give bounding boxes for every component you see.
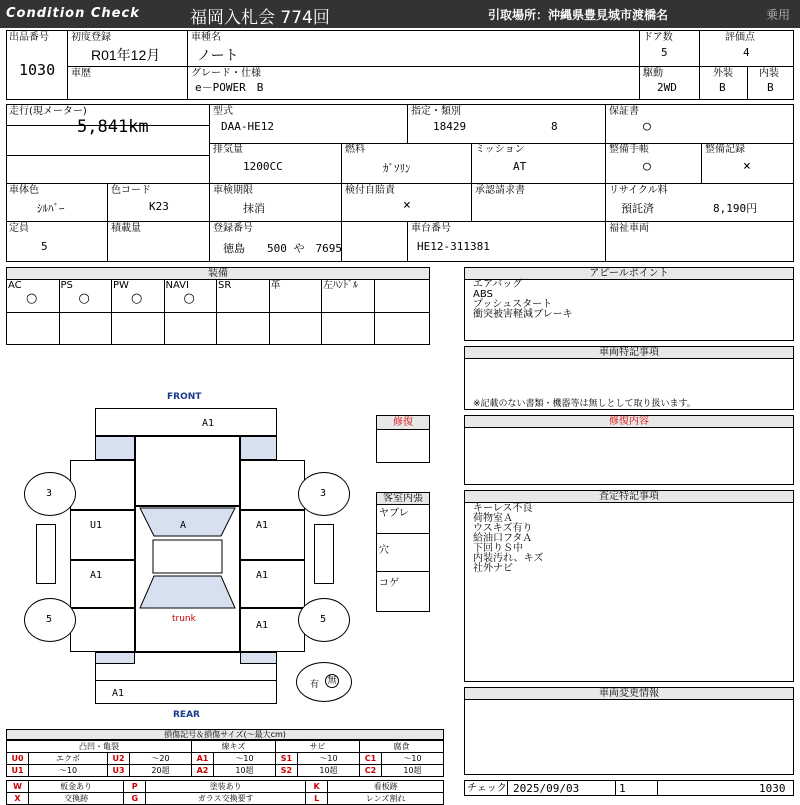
repair-title: 修復 (377, 416, 429, 430)
color-value: ｼﾙﾊﾞｰ (37, 202, 65, 215)
vehicle-info-box (6, 30, 794, 100)
rear-mark: A1 (112, 688, 125, 699)
cert-label: 指定・類別 (411, 106, 461, 117)
specs-box (6, 104, 794, 262)
equip-mark: ○ (131, 291, 143, 306)
right-taillight (240, 652, 277, 664)
chassis-value: HE12-311381 (417, 240, 490, 253)
ext-value: B (719, 81, 726, 94)
legend-cell: 20超 (130, 765, 192, 777)
legend-title: 損傷記号＆損傷サイズ(～最大cm) (6, 729, 444, 740)
footer-lot: 1030 (759, 782, 786, 795)
right-mirror (314, 524, 334, 584)
interior-tear: ヤブレ (379, 508, 409, 519)
regno-value: 徳島 500 や 7695 (223, 242, 342, 255)
trunk-label: trunk (172, 614, 196, 624)
interior-title: 客室内張 (377, 493, 429, 505)
right-rear-mark: A1 (256, 570, 269, 581)
legend-cell: 板金あり (29, 781, 124, 793)
chassis-label: 車台番号 (411, 223, 451, 234)
lot-number: 1030 (19, 61, 56, 79)
first-reg-value: R01年12月 (91, 47, 161, 63)
legend-cell: 10超 (213, 765, 275, 777)
legend-cell: S2 (275, 765, 297, 777)
legend-h4: 腐食 (359, 741, 443, 753)
legend-cell: A2 (191, 765, 213, 777)
repair-box (376, 415, 430, 463)
legend-h3: サビ (275, 741, 359, 753)
roof-mark: A (180, 520, 187, 531)
capacity-label: 定員 (9, 223, 29, 234)
left-rear-mark: A1 (90, 570, 103, 581)
manual-label: 整備手帳 (609, 144, 649, 155)
equip-label: 革 (270, 280, 281, 291)
legend-cell: C2 (359, 765, 381, 777)
legend-cell: エクボ (29, 753, 108, 765)
assessment-box (464, 490, 794, 682)
equip-mark: ○ (78, 291, 90, 306)
tire-rl-mark: 5 (46, 614, 53, 625)
record-label: 整備記録 (705, 144, 745, 155)
left-quarter (70, 608, 135, 652)
equip-col-3 (165, 280, 218, 344)
brand-title: Condition Check (6, 6, 140, 21)
color-code-value: K23 (149, 200, 169, 213)
insurance-label: 検付自賠責 (345, 185, 395, 196)
equip-mark: ○ (183, 291, 195, 306)
legend-cell: P (124, 781, 146, 793)
right-quarter (240, 608, 305, 652)
drive-label: 駆動 (643, 68, 663, 79)
cert-value: 18429 (433, 120, 467, 133)
rear-label: REAR (173, 710, 200, 720)
left-headlight (95, 436, 135, 460)
int-value: B (767, 81, 774, 94)
auction-title: 福岡入札会 774回 (190, 8, 330, 28)
legend-cell: レンズ割れ (328, 793, 444, 805)
equip-label: PW (113, 280, 129, 291)
color-label: 車体色 (9, 185, 39, 196)
right-quarter-mark: A1 (256, 620, 269, 631)
special-title: 車両特記事項 (465, 347, 793, 359)
inspect-value: 抹消 (243, 203, 265, 215)
left-front-door (70, 510, 135, 560)
legend-cell: 塗装あり (146, 781, 306, 793)
right-rear-door (240, 560, 305, 608)
legend-cell: G (124, 793, 146, 805)
type-label: 型式 (213, 106, 233, 117)
legend-table (6, 740, 444, 777)
equipment-box (6, 267, 430, 345)
legend-cell: L (306, 793, 328, 805)
mileage-value: 5,841km (77, 117, 149, 137)
legend-h1: 凸凹・亀裂 (7, 741, 192, 753)
right-front-door (240, 510, 305, 560)
int-label: 内装 (759, 68, 779, 79)
recycle-label: リサイクル料 (609, 185, 668, 196)
model-value: ノート (197, 48, 239, 64)
equip-col-5 (270, 280, 323, 344)
drive-value: 2WD (657, 81, 677, 94)
history-label: 車歴 (71, 68, 91, 79)
check-num: 1 (619, 782, 626, 795)
interior-box (376, 492, 430, 612)
legend-cell: K (306, 781, 328, 793)
welfare-label: 福祉車両 (609, 223, 649, 234)
legend-cell: ガラス交換要す (146, 793, 306, 805)
grade-label: グレード・仕様 (191, 68, 261, 79)
front-bumper (95, 408, 277, 436)
legend-cell: ～10 (381, 753, 443, 765)
front-mark: A1 (202, 418, 215, 429)
capacity-value: 5 (41, 240, 48, 253)
inspect-label: 車検期限 (213, 185, 253, 196)
legend-cell: U1 (7, 765, 29, 777)
equip-mark: ○ (26, 291, 38, 306)
spare-tire (296, 662, 352, 702)
fuel-value: ｶﾞｿﾘﾝ (383, 162, 411, 175)
equip-col-0 (7, 280, 60, 344)
left-front-fender (70, 460, 135, 510)
category-label: 乗用 (766, 8, 791, 22)
car-diagram (20, 390, 365, 720)
special-notes-box (464, 346, 794, 410)
repair-details-title: 修復内容 (465, 416, 793, 428)
repair-details-box (464, 415, 794, 485)
model-label: 車種名 (191, 32, 221, 43)
grade-value: e－POWER B (195, 81, 264, 94)
legend-cell: 10超 (297, 765, 359, 777)
legend-table-2 (6, 780, 444, 805)
legend-cell: 10超 (381, 765, 443, 777)
right-door-mark: A1 (256, 520, 269, 531)
u1-mark: U1 (90, 520, 103, 531)
right-front-fender (240, 460, 305, 510)
left-taillight (95, 652, 135, 664)
legend-cell: 看板跡 (328, 781, 444, 793)
legend-cell: U0 (7, 753, 29, 765)
legend-cell: ～10 (297, 753, 359, 765)
left-mirror (36, 524, 56, 584)
assessment-lines: キーレス不良 荷物室Ａ ウスキズ有り 給油口フタＡ 下回りＳ中 内装汚れ、キズ 社外ナビ (473, 503, 544, 574)
equip-col-4 (217, 280, 270, 344)
assessment-title: 査定特記事項 (465, 491, 793, 503)
hood (135, 436, 240, 506)
legend-cell: U3 (108, 765, 130, 777)
doors-value: 5 (661, 46, 668, 59)
mission-value: AT (513, 160, 527, 173)
mileage-label: 走行(現メーター) (9, 106, 87, 117)
legend-cell: C1 (359, 753, 381, 765)
warranty-label: 保証書 (609, 106, 639, 117)
equip-label: 左ﾊﾝﾄﾞﾙ (323, 280, 358, 291)
disp-value: 1200CC (243, 160, 283, 173)
left-rear-door (70, 560, 135, 608)
equip-label: SR (218, 280, 232, 291)
legend-cell: W (7, 781, 29, 793)
legend-cell: ～10 (213, 753, 275, 765)
legend-cell: A1 (191, 753, 213, 765)
score-value: 4 (743, 46, 750, 59)
pickup-location: 引取場所：沖縄県豊見城市渡橋名 (488, 8, 669, 22)
equipment-title: 装備 (7, 268, 429, 280)
fuel-label: 燃料 (345, 144, 365, 155)
interior-burn: コゲ (379, 578, 399, 589)
warranty-value: ○ (643, 119, 651, 134)
recycle-status: 預託済 (621, 203, 654, 215)
equip-label: NAVI (165, 280, 189, 291)
disp-label: 排気量 (213, 144, 243, 155)
type-value: DAA-HE12 (221, 120, 274, 133)
right-headlight (240, 436, 277, 460)
appeal-box (464, 267, 794, 341)
record-value: × (743, 159, 751, 174)
legend-cell: X (7, 793, 29, 805)
check-date: 2025/09/03 (513, 782, 580, 795)
legend-cell: U2 (108, 753, 130, 765)
change-info-title: 車両変更情報 (465, 688, 793, 700)
appeal-lines: エアバッグ ABS プッシュスタート 衝突被害軽減ブレーキ (473, 279, 573, 320)
interior-hole: 穴 (379, 545, 389, 556)
special-note: ※記載のない書類・機器等は無しとして取り扱います。 (473, 399, 696, 409)
spare-yes: 有 (310, 680, 320, 690)
header-bar (0, 0, 800, 28)
footer-bar (464, 780, 794, 796)
tire-fl-mark: 3 (46, 488, 53, 499)
change-info-box (464, 687, 794, 775)
front-label: FRONT (167, 392, 202, 402)
spare-no: 無 (325, 674, 339, 688)
legend-h2: 線キズ (191, 741, 275, 753)
score-label: 評価点 (725, 32, 755, 43)
first-reg-label: 初度登録 (71, 32, 111, 43)
tire-fr-mark: 3 (320, 488, 327, 499)
equip-col-6 (322, 280, 375, 344)
legend (6, 729, 444, 805)
recycle-fee: 8,190円 (713, 202, 758, 215)
ext-label: 外装 (713, 68, 733, 79)
legend-cell: ～20 (130, 753, 192, 765)
manual-value: ○ (643, 159, 651, 174)
windshield-shapes (135, 506, 240, 652)
doors-label: ドア数 (643, 32, 673, 43)
equip-col-1 (60, 280, 113, 344)
class-value: 8 (551, 120, 558, 133)
regno-label: 登録番号 (213, 223, 253, 234)
lot-label: 出品番号 (9, 32, 49, 43)
equip-label: AC (8, 280, 22, 291)
legend-cell: S1 (275, 753, 297, 765)
tire-rr-mark: 5 (320, 614, 327, 625)
color-code-label: 色コード (111, 185, 151, 196)
check-label: チェック (467, 783, 507, 794)
appeal-title: アピールポイント (465, 268, 793, 280)
equip-label: PS (60, 280, 73, 291)
approval-label: 承認請求書 (475, 185, 525, 196)
legend-cell: ～10 (29, 765, 108, 777)
mission-label: ミッション (475, 144, 525, 155)
legend-cell: 交換跡 (29, 793, 124, 805)
equip-col-2 (112, 280, 165, 344)
insurance-value: × (403, 198, 411, 213)
load-label: 積載量 (111, 223, 141, 234)
